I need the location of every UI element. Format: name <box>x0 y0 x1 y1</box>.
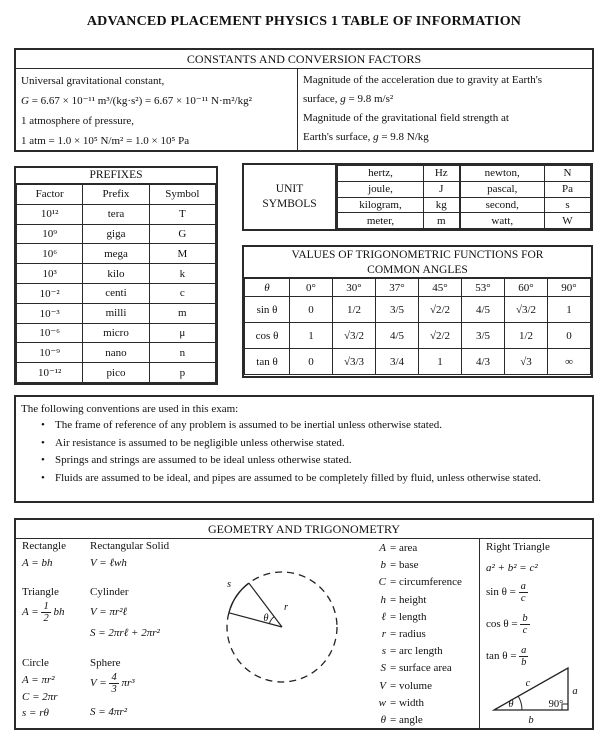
atmosphere-formula: 1 atm = 1.0 × 10⁵ N/m² = 1.0 × 10⁵ Pa <box>21 135 190 147</box>
geometry-title: GEOMETRY AND TRIGONOMETRY <box>16 520 592 539</box>
prefix-row <box>17 343 216 363</box>
formula-pre: A = <box>22 606 42 619</box>
unit-symbols-label <box>244 165 337 229</box>
cos-formula <box>486 613 530 636</box>
field-strength-value: = 9.8 N/kg <box>378 131 429 143</box>
circumference-formula: C = 2πr <box>22 691 58 703</box>
shape-name: Rectangular Solid <box>90 540 170 552</box>
unit-symbol-cell: m <box>424 213 460 229</box>
prefix-row <box>17 303 216 323</box>
four-thirds-fraction: $\frac{4}{3}$ <box>111 672 117 695</box>
circle-area-formula: A = πr² <box>22 674 55 686</box>
prefixes-header-row <box>17 185 216 205</box>
trig-value-cell: √2/2 <box>419 323 462 349</box>
legend-symbol: A <box>379 542 386 554</box>
factor-cell: 10⁻² <box>17 283 83 303</box>
prefix-row <box>17 323 216 343</box>
constants-body <box>16 69 592 150</box>
legend-symbol: C <box>378 576 386 589</box>
legend-item <box>372 678 462 695</box>
angle-header-cell: 0° <box>290 279 333 297</box>
unit-name-cell: hertz, <box>338 166 424 182</box>
sin-formula <box>486 581 528 604</box>
legend-symbol: r <box>381 628 386 641</box>
shape-name: Sphere <box>90 657 121 669</box>
tan-fraction: $\frac{a}{b}$ <box>521 645 527 668</box>
prefix-cell: pico <box>83 363 149 383</box>
legend-symbol: b <box>380 559 386 572</box>
trig-title-line1: VALUES OF TRIGONOMETRIC FUNCTIONS FOR <box>291 249 544 261</box>
unit-symbol-cell: Pa <box>545 181 591 197</box>
symbol-cell: G <box>149 224 215 244</box>
label-c: c <box>525 678 531 689</box>
shape-name: Triangle <box>22 586 59 598</box>
prefix-cell: kilo <box>83 264 149 284</box>
legend-definition: = surface area <box>390 662 452 675</box>
angle-header-cell: 90° <box>548 279 591 297</box>
shape-name: Circle <box>22 657 49 669</box>
var-g: g <box>373 131 379 143</box>
legend-definition: = arc length <box>390 645 443 658</box>
legend-item <box>372 712 462 729</box>
legend-definition: = area <box>390 542 418 554</box>
symbol-cell: M <box>149 244 215 264</box>
field-strength-pre: Earth's surface, <box>303 131 374 143</box>
cos-row <box>245 323 591 349</box>
trig-value-cell: √3 <box>505 349 548 375</box>
label-right-angle: 90° <box>548 699 564 710</box>
factor-cell: 10⁻¹² <box>17 363 83 383</box>
prefix-cell: micro <box>83 323 149 343</box>
convention-item: • Fluids are assumed to be ideal, and pipes are assumed to be completely filled by fluid, unless otherwise stated. <box>21 470 584 488</box>
factor-cell: 10⁻⁹ <box>17 343 83 363</box>
legend-definition: = circumference <box>390 576 462 589</box>
unit-symbol-cell: N <box>545 166 591 182</box>
legend-symbol: ℓ <box>381 610 386 623</box>
field-strength-line2 <box>303 128 588 147</box>
trig-value-cell: 1 <box>419 349 462 375</box>
trig-value-cell: √3/2 <box>333 323 376 349</box>
sin-pre: sin θ = <box>486 586 519 599</box>
legend-definition: = radius <box>390 628 426 641</box>
triangle-area-formula <box>22 601 64 624</box>
trig-value-cell: 1 <box>548 297 591 323</box>
unit-name-cell: newton, <box>460 166 545 182</box>
trig-value-cell: 1 <box>290 323 333 349</box>
gravity-acceleration-pre: surface, <box>303 93 341 105</box>
legend-item <box>372 643 462 660</box>
unit-symbols-label-line2: SYMBOLS <box>262 198 317 210</box>
theta-angle-arc <box>518 696 522 710</box>
unit-symbol-cell: s <box>545 197 591 213</box>
cos-fraction: $\frac{b}{c}$ <box>522 613 528 636</box>
label-a: a <box>572 686 578 697</box>
symbol-cell: c <box>149 283 215 303</box>
legend-definition: = length <box>390 610 427 623</box>
symbol-cell: n <box>149 343 215 363</box>
tan-row <box>245 349 591 375</box>
angle-header-cell: 60° <box>505 279 548 297</box>
legend-definition: = height <box>390 593 427 606</box>
gravity-acceleration-value: = 9.8 m/s² <box>345 93 394 105</box>
document-title: ADVANCED PLACEMENT PHYSICS 1 TABLE OF INFORMATION <box>86 14 522 29</box>
legend-item <box>372 574 462 591</box>
shape-name: Rectangle <box>22 540 66 552</box>
arc-s <box>229 583 249 613</box>
constants-left-cell <box>16 69 298 150</box>
trig-value-cell: 3/4 <box>376 349 419 375</box>
conventions-box <box>14 395 594 503</box>
trig-value-cell: 4/3 <box>462 349 505 375</box>
sphere-volume-formula <box>90 672 135 695</box>
symbol-cell: k <box>149 264 215 284</box>
prefixes-header-prefix: Prefix <box>83 185 149 205</box>
trig-value-cell: 1/2 <box>505 323 548 349</box>
unit-symbols-grid <box>337 165 591 229</box>
right-triangle-title: Right Triangle <box>486 541 550 553</box>
constants-title: CONSTANTS AND CONVERSION FACTORS <box>16 50 592 69</box>
convention-item: • The frame of reference of any problem is assumed to be inertial unless otherwise stated. <box>21 417 584 435</box>
trig-fn-cell: tan θ <box>245 349 290 375</box>
trig-fn-cell: cos θ <box>245 323 290 349</box>
unit-row <box>338 181 591 197</box>
legend-item <box>372 557 462 574</box>
angle-header-cell: 30° <box>333 279 376 297</box>
trig-value-cell: √3/3 <box>333 349 376 375</box>
prefix-row <box>17 264 216 284</box>
factor-cell: 10¹² <box>17 204 83 224</box>
unit-name-cell: kilogram, <box>338 197 424 213</box>
trig-value-cell: ∞ <box>548 349 591 375</box>
angle-header-cell: 53° <box>462 279 505 297</box>
prefix-row <box>17 204 216 224</box>
angle-header-cell: 37° <box>376 279 419 297</box>
unit-symbol-cell: W <box>545 213 591 229</box>
trig-value-cell: 4/5 <box>462 297 505 323</box>
gravitational-constant-label: Universal gravitational constant, <box>21 75 165 87</box>
gravity-acceleration-line2 <box>303 90 588 109</box>
rect-solid-volume-formula: V = ℓwh <box>90 557 127 569</box>
prefixes-header-factor: Factor <box>17 185 83 205</box>
prefix-row <box>17 244 216 264</box>
pythagorean-formula: a² + b² = c² <box>486 562 538 574</box>
factor-cell: 10⁻⁶ <box>17 323 83 343</box>
label-theta: θ <box>508 699 514 710</box>
sin-fraction: $\frac{a}{c}$ <box>520 581 526 604</box>
geometry-legend <box>372 540 462 729</box>
trig-fn-cell: sin θ <box>245 297 290 323</box>
trig-header-row <box>245 279 591 297</box>
prefixes-grid <box>16 184 216 383</box>
convention-item: • Springs and strings are assumed to be ideal unless otherwise stated. <box>21 452 584 470</box>
trig-value-cell: 3/5 <box>376 297 419 323</box>
constants-right-cell <box>298 69 592 150</box>
trig-value-cell: 4/5 <box>376 323 419 349</box>
unit-name-cell: meter, <box>338 213 424 229</box>
trig-value-cell: 0 <box>290 297 333 323</box>
shape-name: Cylinder <box>90 586 129 598</box>
theta-angle-arc <box>269 617 274 624</box>
trig-title <box>244 247 591 278</box>
right-triangle-diagram <box>486 663 592 727</box>
legend-symbol: w <box>378 696 386 709</box>
radius-line <box>229 613 282 627</box>
symbol-cell: T <box>149 204 215 224</box>
trig-value-cell: 1/2 <box>333 297 376 323</box>
legend-item <box>372 592 462 609</box>
convention-item: • Air resistance is assumed to be negligible unless otherwise stated. <box>21 435 584 453</box>
one-half-fraction: $\frac{1}{2}$ <box>43 601 49 624</box>
prefixes-table <box>14 166 218 385</box>
legend-definition: = width <box>390 696 425 709</box>
legend-definition: = base <box>390 559 419 572</box>
angle-header-cell: 45° <box>419 279 462 297</box>
trig-title-line2: COMMON ANGLES <box>367 264 468 276</box>
prefix-row <box>17 363 216 383</box>
unit-symbol-cell: J <box>424 181 460 197</box>
prefix-cell: giga <box>83 224 149 244</box>
legend-item <box>372 609 462 626</box>
label-s: s <box>226 579 232 590</box>
prefix-row <box>17 283 216 303</box>
formula-pre: V = <box>90 677 110 690</box>
sphere-surface-formula: S = 4πr² <box>90 706 128 718</box>
unit-name-cell: second, <box>460 197 545 213</box>
prefix-row <box>17 224 216 244</box>
legend-definition: = volume <box>390 679 432 692</box>
right-triangle-section <box>479 539 592 728</box>
cylinder-surface-formula: S = 2πrℓ + 2πr² <box>90 627 160 639</box>
unit-symbol-cell: kg <box>424 197 460 213</box>
prefix-cell: mega <box>83 244 149 264</box>
legend-definition: = angle <box>390 714 423 727</box>
trig-grid <box>244 278 591 375</box>
legend-symbol: S <box>380 662 386 675</box>
unit-name-cell: watt, <box>460 213 545 229</box>
theta-header-cell: θ <box>245 279 290 297</box>
gravitational-constant-formula <box>21 91 293 111</box>
cylinder-volume-formula: V = πr²ℓ <box>90 606 128 618</box>
field-strength-line1: Magnitude of the gravitational field strength at <box>303 112 509 124</box>
legend-item <box>372 540 462 557</box>
prefixes-title: PREFIXES <box>16 168 216 184</box>
trig-values-table <box>242 245 593 378</box>
unit-symbols-label-line1: UNIT <box>275 183 304 195</box>
gravitational-constant-value: = 6.67 × 10⁻¹¹ m³/(kg·s²) = 6.67 × 10⁻¹¹ N·m²/kg² <box>28 95 252 107</box>
rectangle-area-formula: A = bh <box>22 557 53 569</box>
symbol-cell: p <box>149 363 215 383</box>
prefix-cell: nano <box>83 343 149 363</box>
prefix-cell: tera <box>83 204 149 224</box>
formula-post: bh <box>50 606 65 619</box>
arc-length-formula: s = rθ <box>22 707 49 719</box>
geometry-table <box>14 518 594 730</box>
label-r: r <box>283 602 289 613</box>
unit-row <box>338 213 591 229</box>
factor-cell: 10⁶ <box>17 244 83 264</box>
formula-post: πr³ <box>118 677 135 690</box>
trig-value-cell: √3/2 <box>505 297 548 323</box>
prefix-cell: centi <box>83 283 149 303</box>
factor-cell: 10⁹ <box>17 224 83 244</box>
atmosphere-label: 1 atmosphere of pressure, <box>21 115 135 127</box>
label-theta: θ <box>263 613 269 624</box>
cos-pre: cos θ = <box>486 618 521 631</box>
legend-symbol: V <box>379 679 386 692</box>
tan-pre: tan θ = <box>486 650 520 663</box>
legend-symbol: h <box>380 593 386 606</box>
legend-item <box>372 660 462 677</box>
var-g: g <box>340 93 346 105</box>
circle-sector-diagram <box>212 564 382 699</box>
prefix-cell: milli <box>83 303 149 323</box>
symbol-cell: μ <box>149 323 215 343</box>
trig-value-cell: 3/5 <box>462 323 505 349</box>
unit-symbols-table <box>242 163 593 231</box>
factor-cell: 10³ <box>17 264 83 284</box>
legend-symbol: θ <box>380 714 386 727</box>
trig-value-cell: √2/2 <box>419 297 462 323</box>
var-G: G <box>21 95 29 107</box>
unit-row <box>338 166 591 182</box>
gravity-acceleration-line1: Magnitude of the acceleration due to gravity at Earth's <box>303 74 543 86</box>
legend-item <box>372 695 462 712</box>
unit-name-cell: pascal, <box>460 181 545 197</box>
symbol-cell: m <box>149 303 215 323</box>
trig-value-cell: 0 <box>548 323 591 349</box>
unit-symbol-cell: Hz <box>424 166 460 182</box>
unit-name-cell: joule, <box>338 181 424 197</box>
factor-cell: 10⁻³ <box>17 303 83 323</box>
constants-table <box>14 48 594 152</box>
label-b: b <box>528 715 534 726</box>
legend-symbol: s <box>381 645 386 658</box>
geometry-body <box>16 539 592 728</box>
conventions-intro: The following conventions are used in this exam: <box>21 403 239 415</box>
legend-item <box>372 626 462 643</box>
trig-value-cell: 0 <box>290 349 333 375</box>
unit-row <box>338 197 591 213</box>
sin-row <box>245 297 591 323</box>
prefixes-header-symbol: Symbol <box>149 185 215 205</box>
